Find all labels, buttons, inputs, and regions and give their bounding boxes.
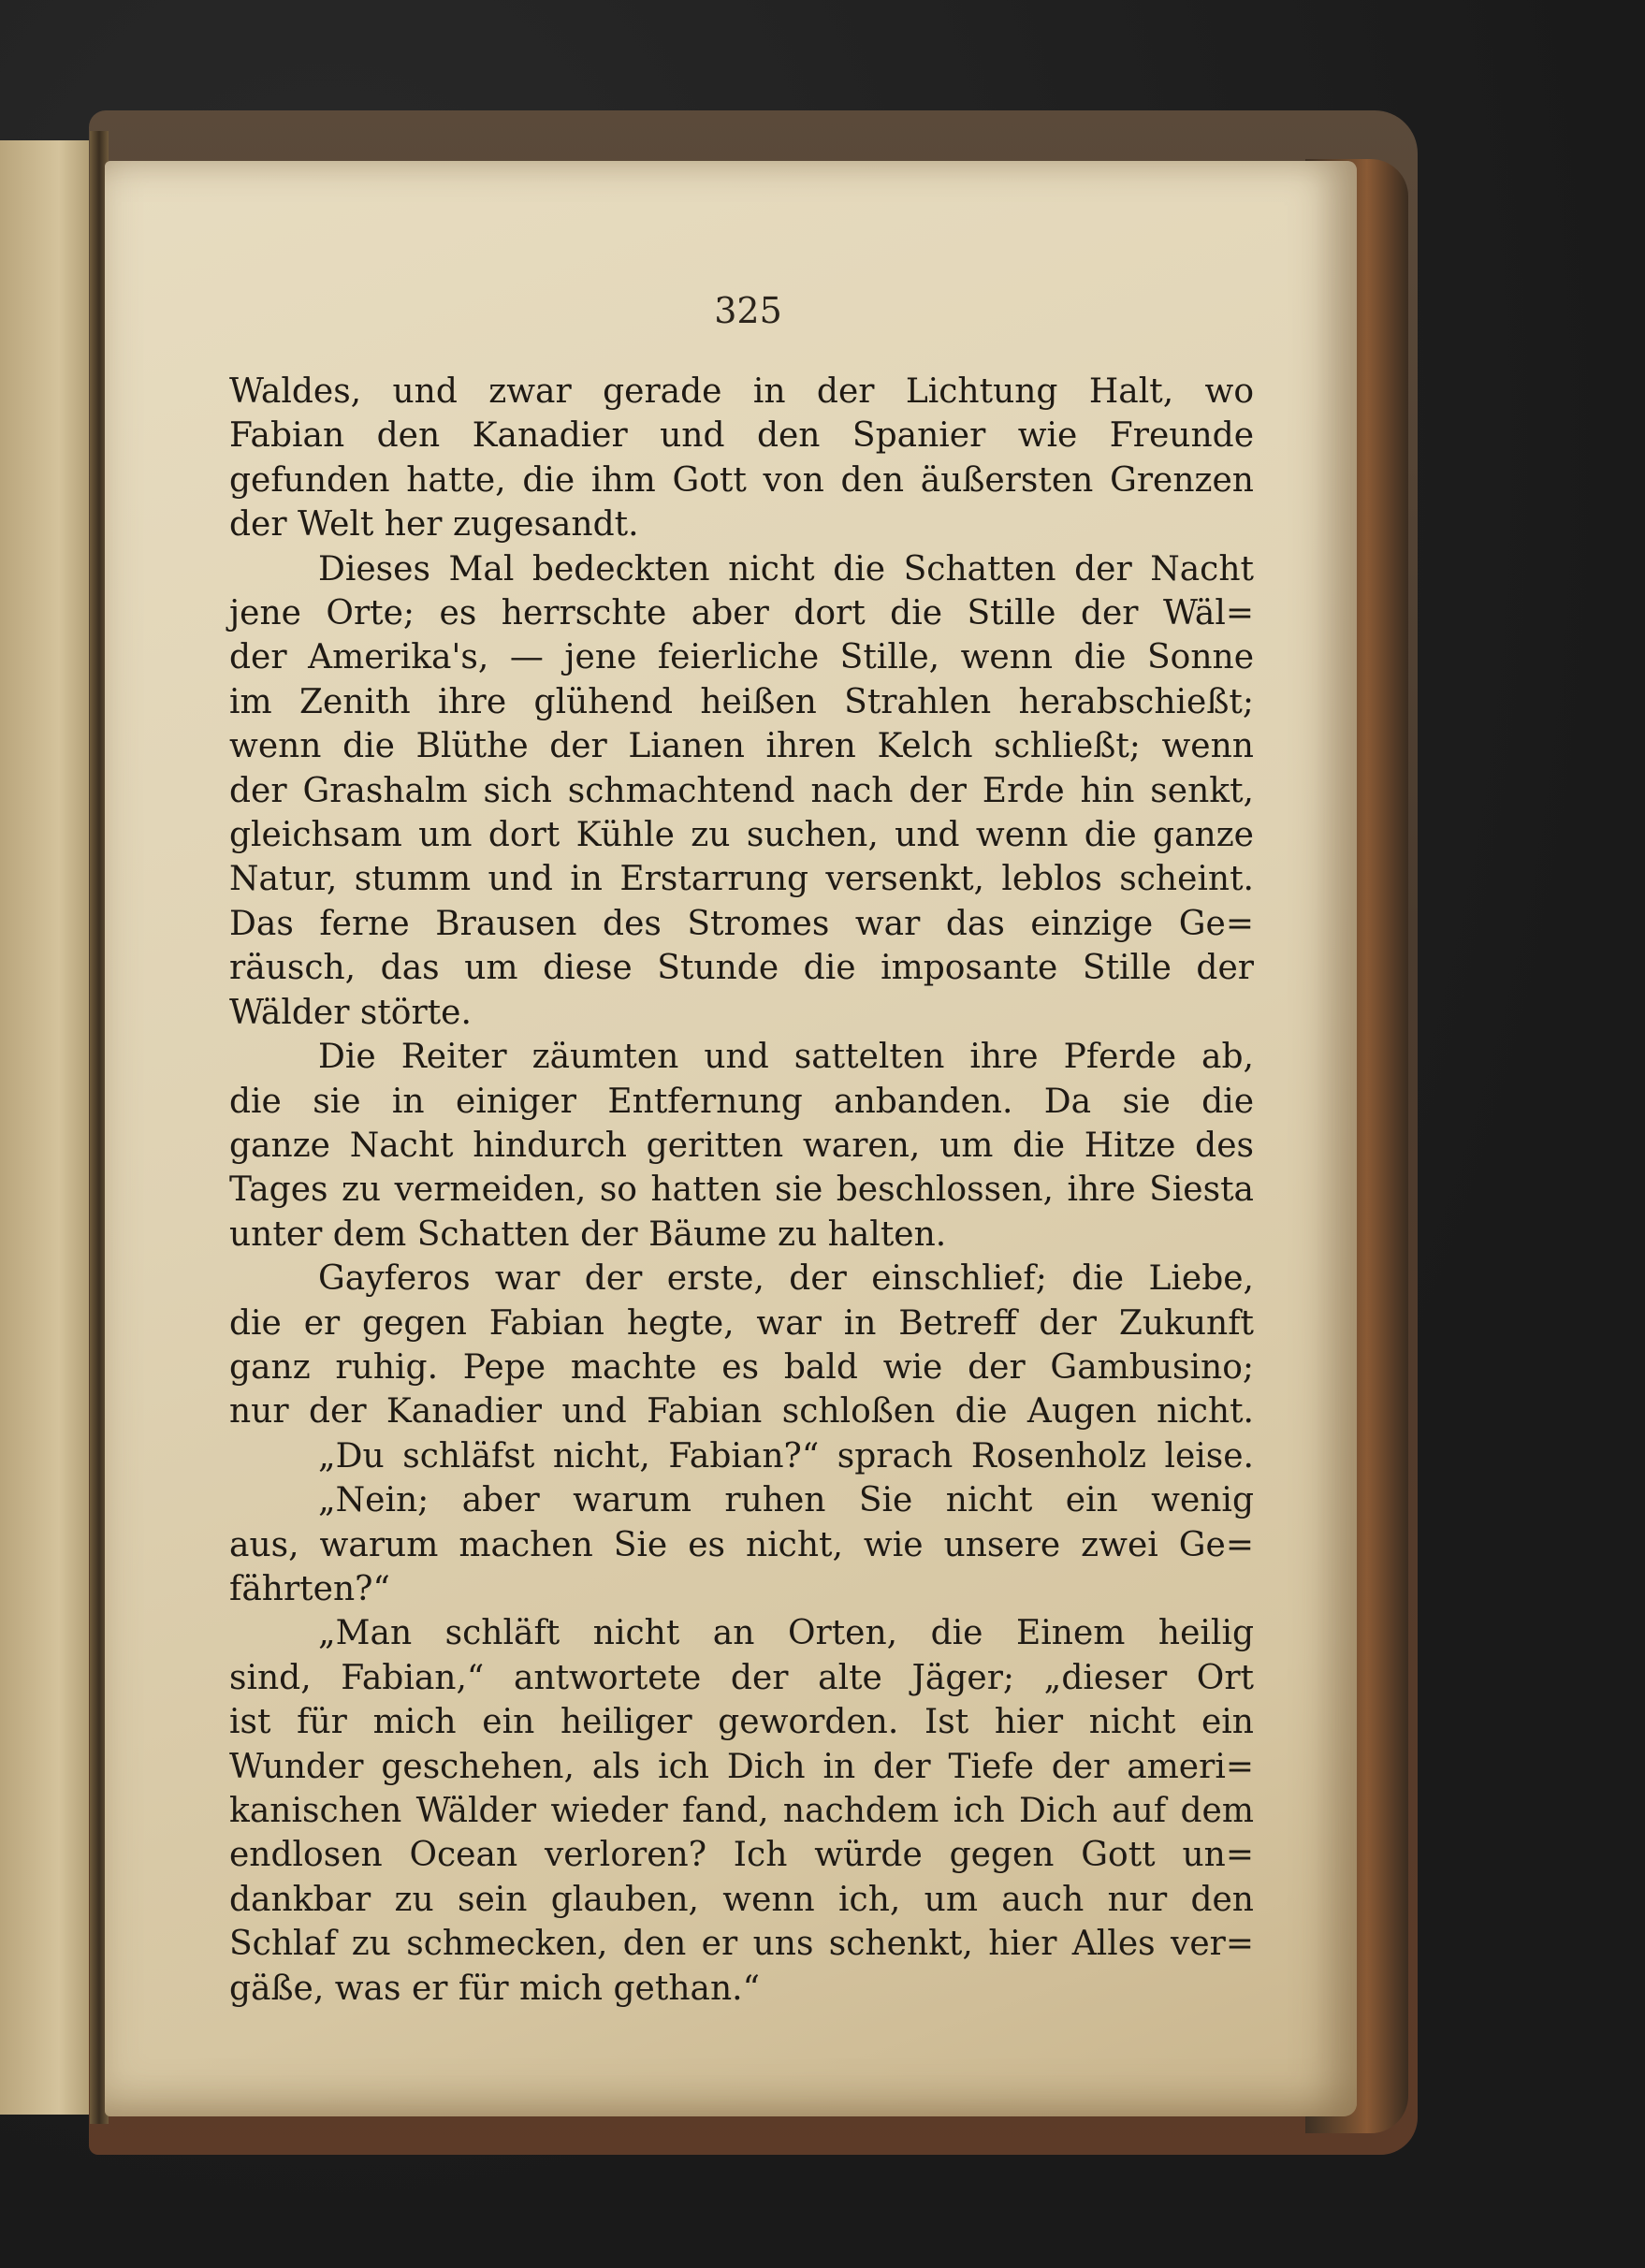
text-line: Tages zu vermeiden, so hatten sie beschlossen, ihre Siesta [229,1170,1254,1210]
text-line: die er gegen Fabian hegte, war in Betreff der Zukunft [229,1303,1254,1343]
text-line: „Du schläfst nicht, Fabian?“ sprach Rosenholz leise. [318,1436,1254,1476]
text-line: aus, warum machen Sie es nicht, wie unsere zwei Ge= [229,1525,1254,1564]
text-line: Das ferne Brausen des Stromes war das einzige Ge= [229,904,1254,943]
text-line: nur der Kanadier und Fabian schloßen die Augen nicht. [229,1392,1254,1432]
text-line: Die Reiter zäumten und sattelten ihre Pferde ab, [318,1038,1254,1077]
page-number: 325 [714,290,782,331]
text-line: Wunder geschehen, als ich Dich in der Tiefe der ameri= [229,1747,1254,1786]
text-line: der Grashalm sich schmachtend nach der Erde hin senkt, [229,771,1254,810]
text-line: im Zenith ihre glühend heißen Strahlen herabschießt; [229,682,1254,721]
text-line: „Man schläft nicht an Orten, die Einem heilig [318,1614,1254,1653]
text-line: sind, Fabian,“ antwortete der alte Jäger; „dieser Ort [229,1658,1254,1697]
left-page-edge [0,140,98,2115]
text-line: „Nein; aber warum ruhen Sie nicht ein wenig [318,1481,1254,1520]
text-line: Dieses Mal bedeckten nicht die Schatten der Nacht [318,549,1254,589]
text-line: dankbar zu sein glauben, wenn ich, um auch nur den [229,1880,1254,1919]
page-text [229,370,1254,2011]
text-line: Wälder störte. [229,993,472,1032]
text-line: Waldes, und zwar gerade in der Lichtung Halt, wo [229,372,1254,411]
text-line: ist für mich ein heiliger geworden. Ist hier nicht ein [229,1703,1254,1742]
text-line: Natur, stumm und in Erstarrung versenkt, leblos scheint. [229,860,1254,899]
text-line: ganze Nacht hindurch geritten waren, um die Hitze des [229,1126,1254,1165]
text-line: kanischen Wälder wieder fand, nachdem ich Dich auf dem [229,1792,1254,1830]
text-line: fährten?“ [229,1569,390,1608]
text-line: die sie in einiger Entfernung anbanden. Da sie die [229,1082,1254,1121]
text-line: der Amerika's, — jene feierliche Stille, wenn die Sonne [229,638,1254,677]
text-line: unter dem Schatten der Bäume zu halten. [229,1214,947,1254]
text-line: jene Orte; es herrschte aber dort die Stille der Wäl= [229,594,1254,633]
text-line: gefunden hatte, die ihm Gott von den äußersten Grenzen [229,460,1254,500]
text-line: endlosen Ocean verloren? Ich würde gegen Gott un= [229,1836,1254,1875]
text-line: Schlaf zu schmecken, den er uns schenkt, hier Alles ver= [229,1925,1254,1964]
text-line: gleichsam um dort Kühle zu suchen, und wenn die ganze [229,816,1254,855]
text-line: der Welt her zugesandt. [229,505,639,545]
text-line: ganz ruhig. Pepe machte es bald wie der Gambusino; [229,1347,1254,1387]
text-line: Fabian den Kanadier und den Spanier wie Freunde [229,416,1254,456]
text-line: wenn die Blüthe der Lianen ihren Kelch schließt; wenn [229,727,1254,766]
text-line: räusch, das um diese Stunde die imposante Stille der [229,949,1254,988]
text-line: Gayferos war der erste, der einschlief; die Liebe, [318,1259,1254,1299]
text-line: gäße, was er für mich gethan.“ [229,1969,760,2008]
